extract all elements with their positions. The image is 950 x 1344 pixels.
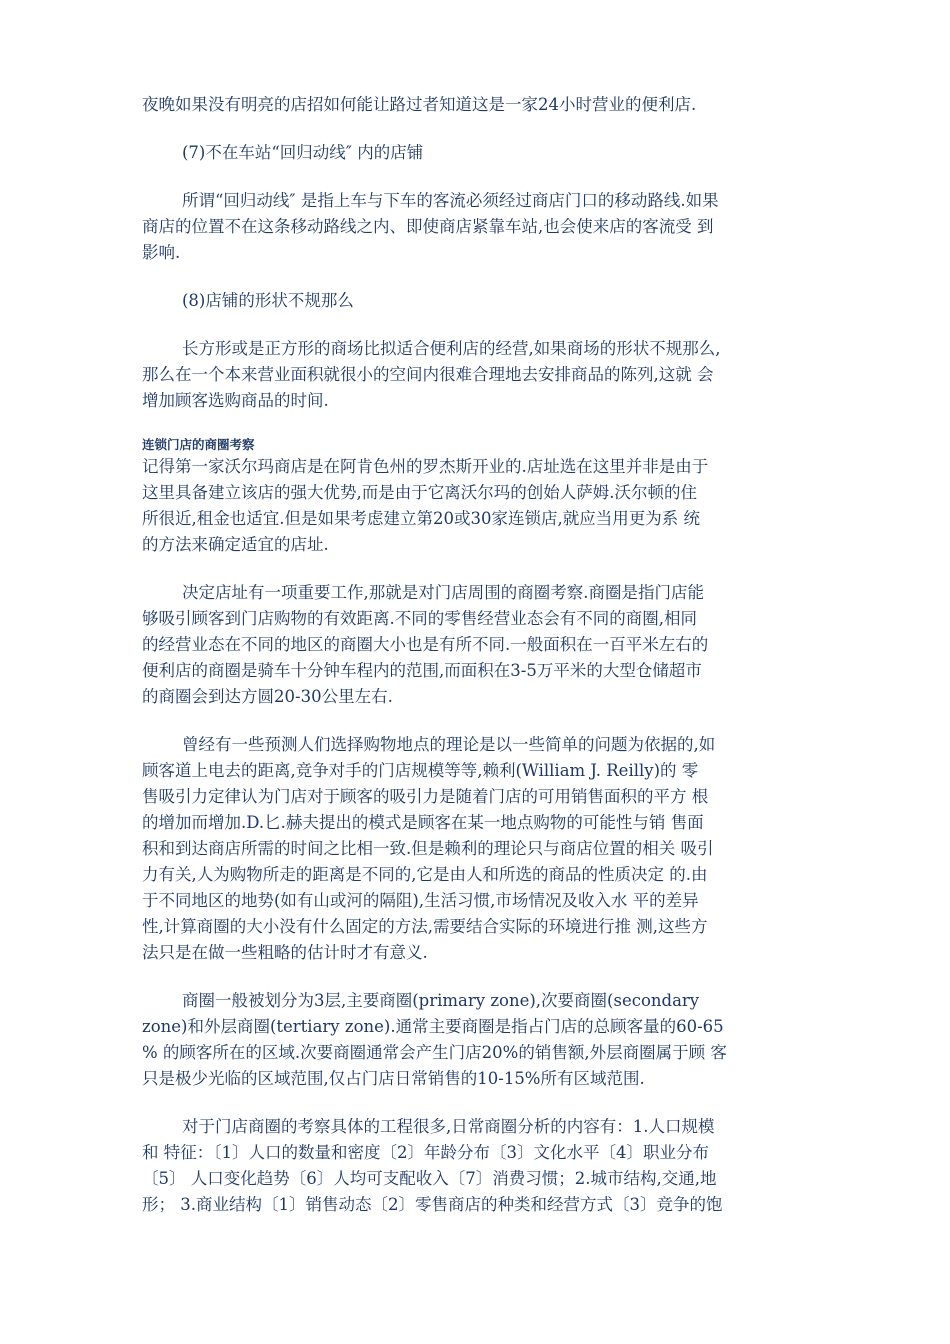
text-line: 〔5〕 人口变化趋势〔6〕人均可支配收入〔7〕消费习惯；2.城市结构,交通,地: [142, 1169, 717, 1188]
text-line: 顾客道上电去的距离,竞争对手的门店规模等等,赖利(William J. Reilly)的 零: [142, 761, 699, 780]
text-line: 售吸引力定律认为门店对于顾客的吸引力是随着门店的可用销售面积的平方 根: [142, 787, 709, 806]
text-line: 影响.: [142, 243, 181, 262]
text-line: 所很近,租金也适宜.但是如果考虑建立第20或30家连锁店,就应当用更为系 统: [142, 509, 700, 528]
paragraph-5: [142, 1114, 818, 1218]
paragraph-2: [142, 580, 818, 710]
section-heading: 连锁门店的商圈考察: [142, 437, 255, 452]
document-body: [142, 92, 818, 1218]
text-line: 的商圈会到达方圆20-30公里左右.: [142, 687, 393, 706]
item7-title: (7)不在车站“回归动线″ 内的店铺: [182, 143, 424, 162]
text-line: 和 特征：〔1〕人口的数量和密度〔2〕年龄分布〔3〕文化水平〔4〕职业分布: [142, 1143, 709, 1162]
text-line: 曾经有一些预测人们选择购物地点的理论是以一些简单的问题为依据的,如: [182, 735, 716, 754]
item8-title: (8)店铺的形状不规那么: [182, 291, 354, 310]
text-line: 积和到达商店所需的时间之比相一致.但是赖利的理论只与商店位置的相关 吸引: [142, 839, 714, 858]
paragraph-3: [142, 732, 818, 966]
text-line: 对于门店商圈的考察具体的工程很多,日常商圈分析的内容有：1.人口规模: [182, 1117, 715, 1136]
text-line: 夜晚如果没有明亮的店招如何能让路过者知道这是一家24小时营业的便利店.: [142, 95, 697, 114]
text-line: 所谓“回归动线″ 是指上车与下车的客流必须经过商店门口的移动路线.如果: [182, 191, 719, 210]
text-line: 的增加而增加.D.匕.赫夫提出的模式是顾客在某一地点购物的可能性与销 售面: [142, 813, 704, 832]
text-line: zone)和外层商圈(tertiary zone).通常主要商圈是指占门店的总顾客量的60-65: [142, 1017, 724, 1036]
text-line: 便利店的商圈是骑车十分钟车程内的范围,而面积在3-5万平米的大型仓储超市: [142, 661, 702, 680]
text-line: 记得第一家沃尔玛商店是在阿肯色州的罗杰斯开业的.店址选在这里并非是由于: [142, 457, 709, 476]
text-line: 性,计算商圈的大小没有什么固定的方法,需要结合实际的环境进行推 测,这些方: [142, 917, 708, 936]
text-line: 长方形或是正方形的商场比拟适合便利店的经营,如果商场的形状不规那么,: [182, 339, 721, 358]
text-line: 法只是在做一些粗略的估计时才有意义.: [142, 943, 428, 962]
text-line: 于不同地区的地势(如有山或河的隔阻),生活习惯,市场情况及收入水 平的差异: [142, 891, 699, 910]
paragraph-4: [142, 988, 818, 1092]
text-line: 的经营业态在不同的地区的商圈大小也是有所不同.一般面积在一百平米左右的: [142, 635, 709, 654]
paragraph-1: [142, 454, 818, 558]
text-line: 这里具备建立该店的强大优势,而是由于它离沃尔玛的创始人萨姆.沃尔顿的住: [142, 483, 697, 502]
text-line: 决定店址有一项重要工作,那就是对门店周围的商圈考察.商圈是指门店能: [182, 583, 704, 602]
text-line: 形； 3.商业结构〔1〕销售动态〔2〕零售商店的种类和经营方式〔3〕竞争的饱: [142, 1195, 723, 1214]
item7-paragraph: [142, 188, 818, 266]
item8-paragraph: [142, 336, 818, 414]
text-line: 增加顾客选购商品的时间.: [142, 391, 329, 410]
intro-tail-paragraph: [142, 92, 818, 118]
text-line: 只是极少光临的区域范围,仅占门店日常销售的10-15%所有区域范围.: [142, 1069, 645, 1088]
text-line: 商店的位置不在这条移动路线之内、即使商店紧靠车站,也会使来店的客流受 到: [142, 217, 714, 236]
text-line: 力有关,人为购物所走的距离是不同的,它是由人和所选的商品的性质决定 的.由: [142, 865, 708, 884]
text-line: 的方法来确定适宜的店址.: [142, 535, 329, 554]
text-line: 够吸引顾客到门店购物的有效距离.不同的零售经营业态会有不同的商圈,相同: [142, 609, 697, 628]
text-line: 那么在一个本来营业面积就很小的空间内很难合理地去安排商品的陈列,这就 会: [142, 365, 714, 384]
text-line: % 的顾客所在的区域.次要商圈通常会产生门店20%的销售额,外层商圈属于顾 客: [142, 1043, 727, 1062]
text-line: 商圈一般被划分为3层,主要商圈(primary zone),次要商圈(secondary: [182, 991, 700, 1010]
